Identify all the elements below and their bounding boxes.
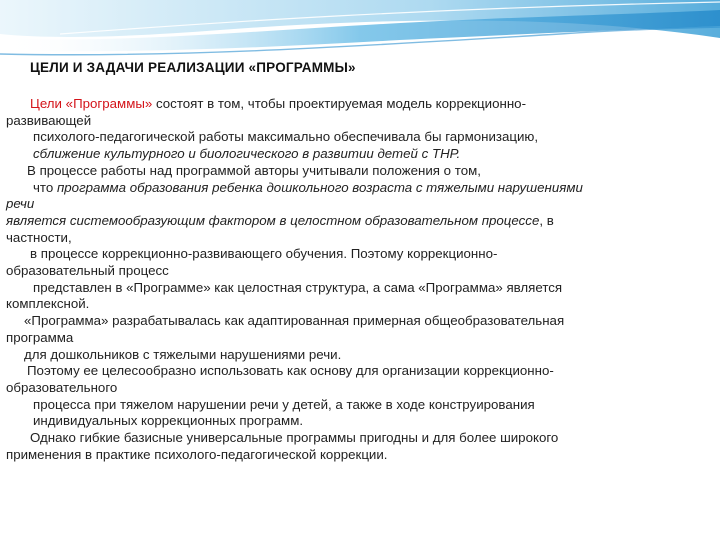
text-line: для дошкольников с тяжелыми нарушениями речи. [24, 346, 342, 362]
text-line: представлен в «Программе» как целостная структура, а сама «Программа» является [33, 279, 563, 295]
text-line: Однако гибкие базисные универсальные программы пригодны и для более широкого [30, 430, 559, 446]
slide-title: ЦЕЛИ И ЗАДАЧИ РЕАЛИЗАЦИИ «ПРОГРАММЫ» [30, 60, 356, 75]
text-line: комплексной. [6, 296, 90, 312]
goals-highlight: Цели «Программы» [30, 96, 153, 111]
text-line: «Программа» разрабатывалась как адаптированная примерная общеобразовательная [24, 313, 565, 329]
text-line: процесса при тяжелом нарушении речи у детей, а также в ходе конструирования [33, 396, 535, 412]
text-line: индивидуальных коррекционных программ. [33, 413, 304, 429]
text-line: в процессе коррекционно-развивающего обучения. Поэтому коррекционно- [30, 246, 498, 262]
text-line: применения в практике психолого-педагогической коррекции. [6, 446, 388, 462]
text-line: образовательный процесс [6, 263, 169, 279]
text-line: программа [6, 329, 74, 345]
text-line: сближение культурного и биологического в развитии детей с ТНР. [33, 146, 461, 162]
text-line: Поэтому ее целесообразно использовать как основу для организации коррекционно- [27, 363, 554, 379]
text-line: речи [6, 196, 35, 212]
text-line: частности, [6, 229, 72, 245]
text-line: образовательного [6, 379, 118, 395]
text-line: Цели «Программы» состоят в том, чтобы проектируемая модель коррекционно- [30, 96, 526, 111]
text-line: является системообразующим фактором в целостном образовательном процессе, в [6, 212, 554, 228]
text-line: психолого-педагогической работы максимально обеспечивала бы гармонизацию, [33, 129, 539, 145]
slide-body-text [6, 96, 706, 463]
text-line: В процессе работы над программой авторы учитывали положения о том, [27, 162, 481, 178]
text-line: что программа образования ребенка дошкольного возраста с тяжелыми нарушениями [33, 179, 583, 195]
text-line: развивающей [6, 112, 92, 128]
